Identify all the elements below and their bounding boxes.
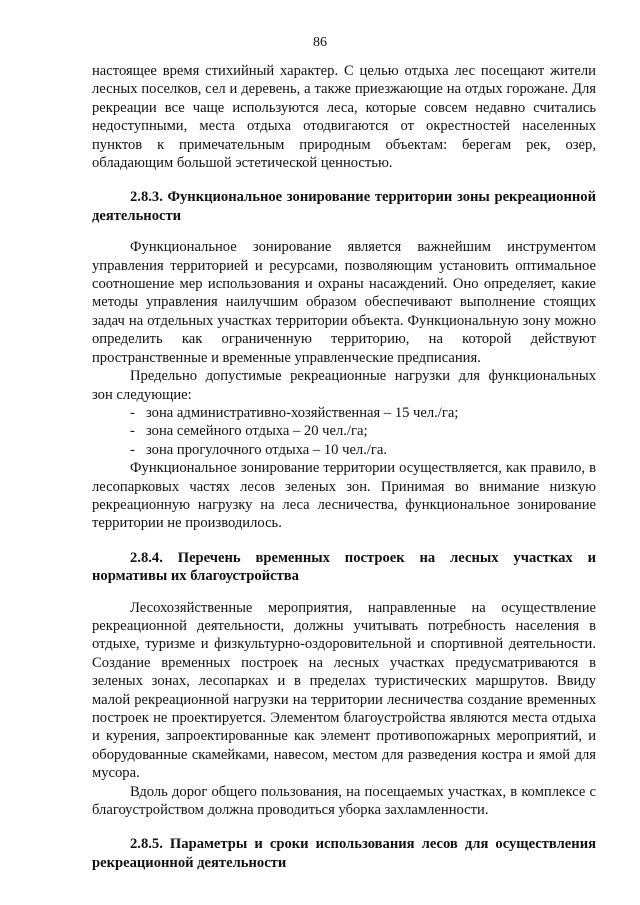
section-2-8-4-paragraph-1: Лесохозяйственные мероприятия, направленные на осуществление рекреационной деятельности, должны учитывать потребность населения в отдыхе, туризме и физкультурно-оздоровительной и спортивной деятельности. Создание временных построек на лесных участках предусматриваются в зеленых зонах, лесопарках и в пределах туристических маршрутов. Ввиду малой рекреационной нагрузки на территории лесничества создание временных построек не проектируется. Элементом благоустройства являются места отдыха и курения, запроектированные как элемент противопожарных мероприятий, и оборудованные скамейками, навесом, местом для разведения костра и ямой для мусора. <box>92 599 596 782</box>
section-2-8-3-paragraph-3: Функциональное зонирование территории осуществляется, как правило, в лесопарковых частях лесов зеленых зон. Принимая во внимание низкую рекреационную нагрузку на леса лесничества, функциональное зонирование территории не производилось. <box>92 460 596 532</box>
intro-paragraph: настоящее время стихийный характер. С целью отдыха лес посещают жители лесных поселков, сел и деревень, а также приезжающие на отдых горожане. Для рекреации все чаще используются леса, которые совсем недавно считались недоступными, места отдыха отодвигаются от окрестностей населенных пунктов к примечательным природным объектам: берегам рек, озер, обладающим большой эстетической ценностью. <box>92 63 596 172</box>
list-item: - зона прогулочного отдыха – 10 чел./га. <box>130 441 388 458</box>
page-number: 86 <box>313 35 327 50</box>
page-content <box>92 62 596 872</box>
section-2-8-3-paragraph-1: Функциональное зонирование является важнейшим инструментом управления территорией и ресурсами, позволяющим установить оптимальное соотношение мер использования и охраны насаждений. Оно определяет, какие методы управления наилучшим образом обеспечивают выполнение стоящих задач на отдельных участках территории объекта. Функциональную зону можно определить как ограниченную территорию, на которой действуют пространственные и временные управленческие предписания. <box>92 239 596 366</box>
list-item: - зона административно-хозяйственная – 15 чел./га; <box>130 404 459 421</box>
section-2-8-3-heading: 2.8.3. Функциональное зонирование территории зоны рекреационной деятельности <box>92 189 596 224</box>
list-item: - зона семейного отдыха – 20 чел./га; <box>130 423 368 440</box>
section-2-8-5-heading: 2.8.5. Параметры и сроки использования лесов для осуществления рекреационной деятельности <box>92 836 596 871</box>
section-2-8-4-paragraph-2: Вдоль дорог общего пользования, на посещаемых участках, в комплексе с благоустройством должна проводиться уборка захламленности. <box>92 783 596 819</box>
section-2-8-3-paragraph-2: Предельно допустимые рекреационные нагрузки для функциональных зон следующие: <box>92 368 596 403</box>
section-2-8-4-heading: 2.8.4. Перечень временных построек на лесных участках и нормативы их благоустройства <box>92 549 596 585</box>
recreation-load-list <box>92 404 596 459</box>
